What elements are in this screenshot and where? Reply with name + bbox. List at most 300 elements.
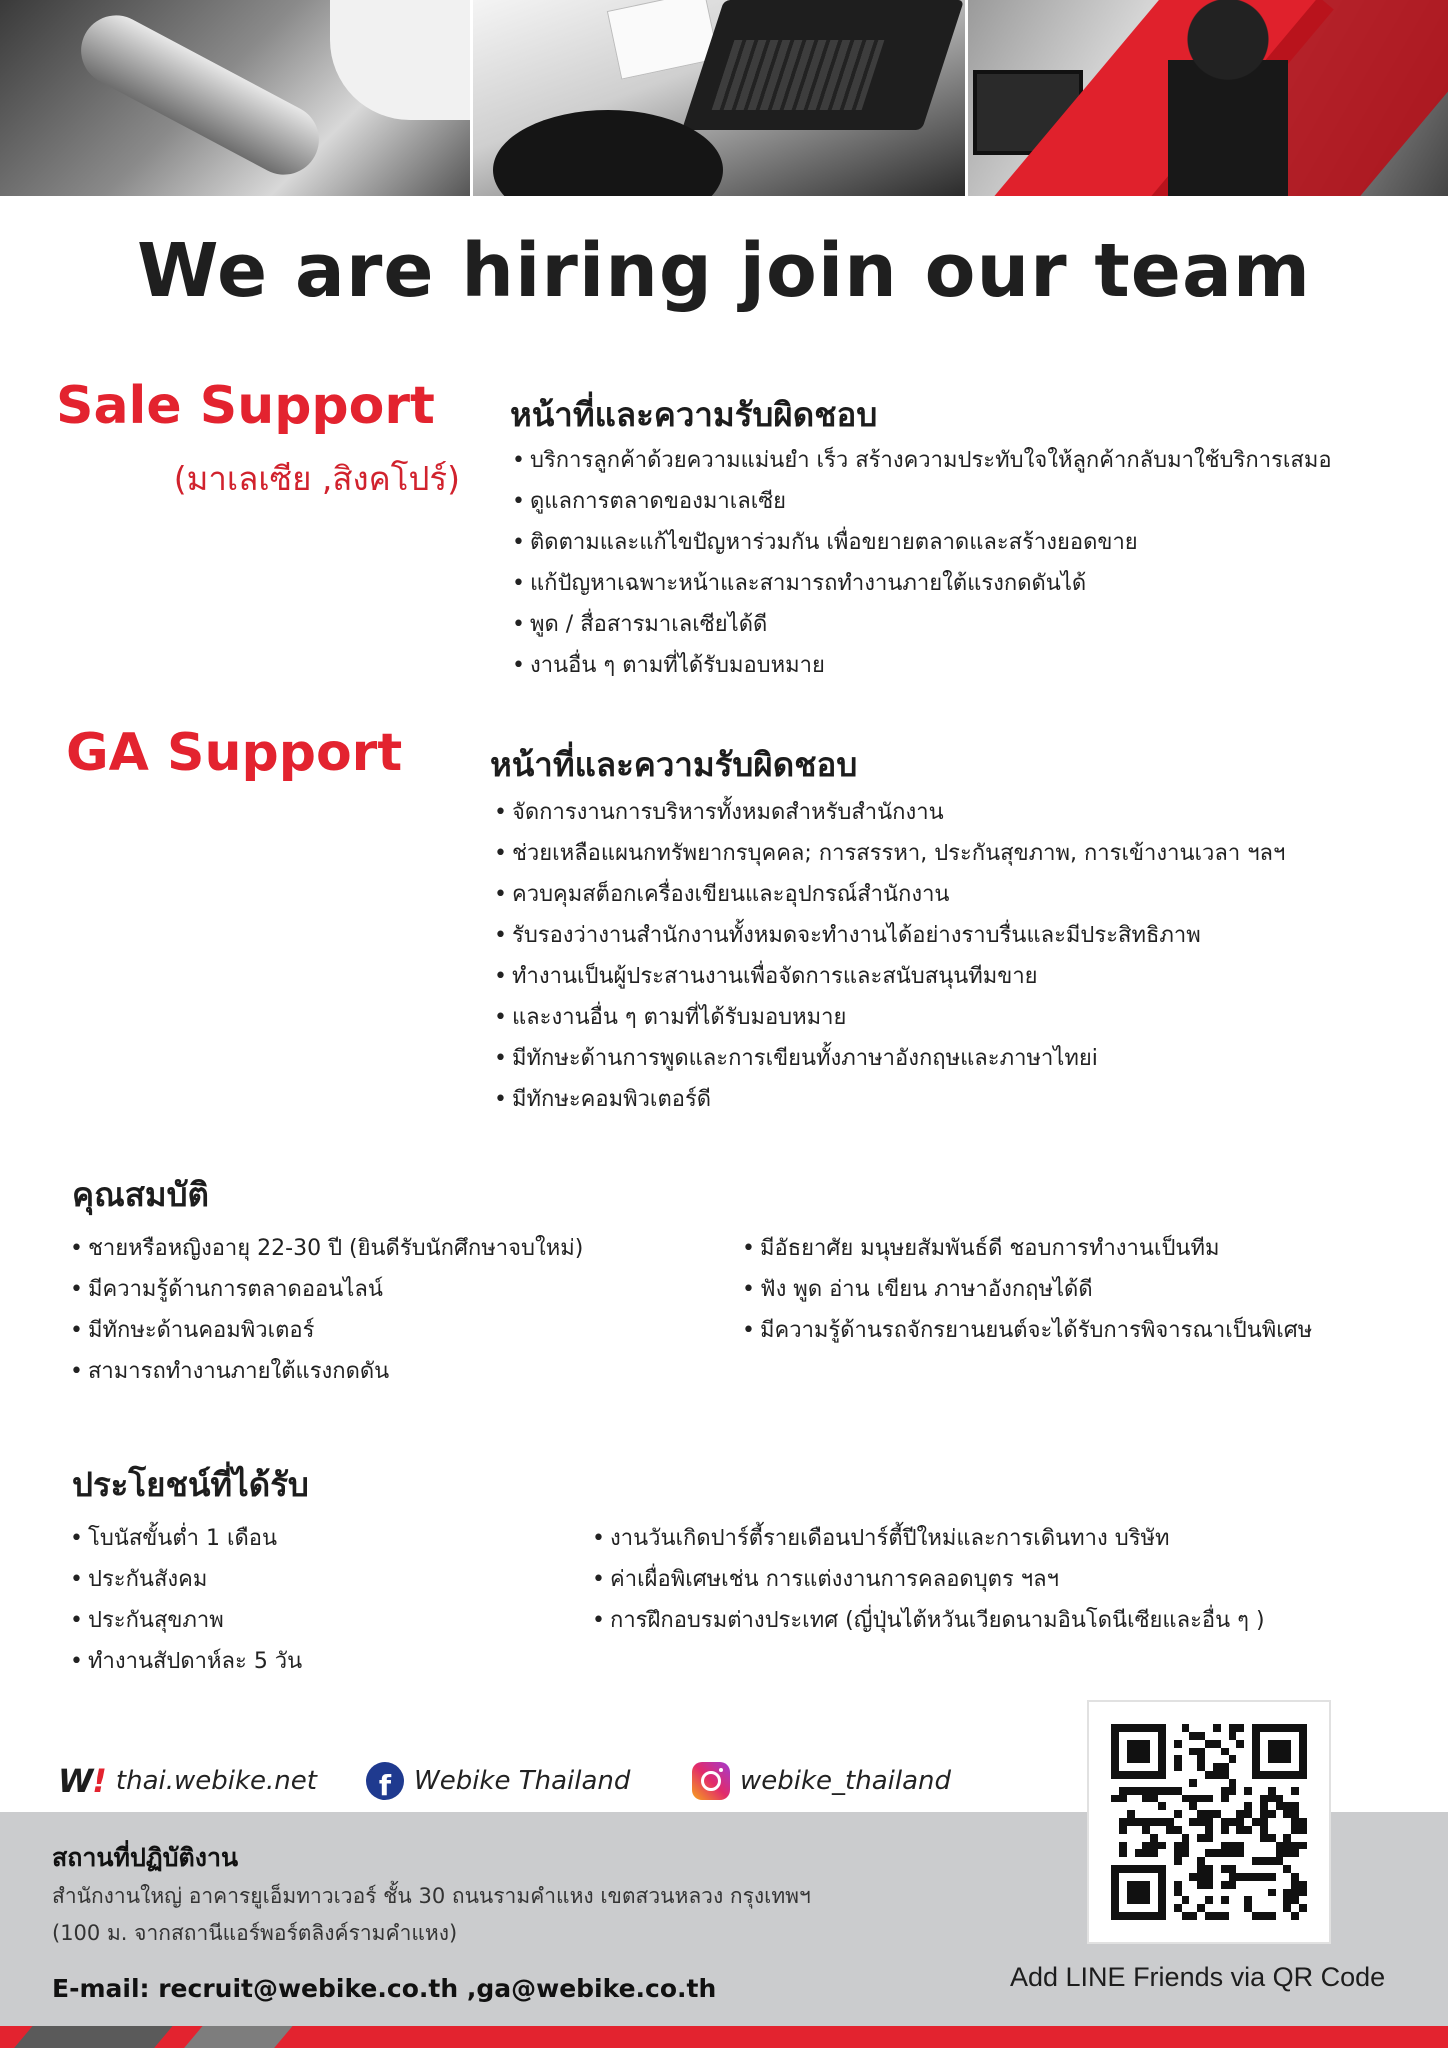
qr-module xyxy=(1166,1724,1174,1732)
qr-module xyxy=(1197,1771,1205,1779)
qr-module xyxy=(1260,1771,1268,1779)
qr-module xyxy=(1135,1912,1143,1920)
qr-module xyxy=(1291,1771,1299,1779)
qr-module xyxy=(1119,1771,1127,1779)
sale-support-duties xyxy=(512,440,1332,686)
qr-module xyxy=(1221,1857,1229,1865)
qr-module xyxy=(1182,1904,1190,1912)
address-line-2: (100 ม. จากสถานีแอร์พอร์ตลิงค์รามคำแหง) xyxy=(52,1921,458,1945)
qr-module xyxy=(1221,1763,1229,1771)
qr-module xyxy=(1221,1787,1229,1795)
qr-module xyxy=(1119,1740,1127,1748)
address-line-1: สำนักงานใหญ่ อาคารยูเอ็มทาวเวอร์ ชั้น 30 ถนนรามคำแหง เขตสวนหลวง กรุงเทพฯ xyxy=(52,1884,811,1908)
qr-module xyxy=(1236,1724,1244,1732)
qr-module xyxy=(1197,1865,1205,1873)
qr-module xyxy=(1174,1849,1182,1857)
qr-module xyxy=(1166,1842,1174,1850)
qr-module xyxy=(1213,1818,1221,1826)
qr-module xyxy=(1291,1849,1299,1857)
qr-module xyxy=(1166,1904,1174,1912)
qr-module xyxy=(1236,1865,1244,1873)
qr-module xyxy=(1150,1771,1158,1779)
qr-module xyxy=(1150,1732,1158,1740)
qr-module xyxy=(1111,1865,1119,1873)
list-item: • ทำงานสัปดาห์ละ 5 วัน xyxy=(70,1641,302,1682)
qr-module xyxy=(1236,1771,1244,1779)
qr-module xyxy=(1236,1842,1244,1850)
instagram-link[interactable] xyxy=(692,1758,951,1804)
qr-module xyxy=(1119,1881,1127,1889)
qr-module xyxy=(1260,1755,1268,1763)
qr-module xyxy=(1276,1755,1284,1763)
qr-module xyxy=(1142,1771,1150,1779)
qr-module xyxy=(1221,1896,1229,1904)
qr-module xyxy=(1283,1865,1291,1873)
qr-module xyxy=(1291,1881,1299,1889)
qr-module xyxy=(1236,1755,1244,1763)
list-item: • ประกันสุขภาพ xyxy=(70,1600,302,1641)
sale-support-title: Sale Support xyxy=(56,376,435,436)
qr-module xyxy=(1229,1834,1237,1842)
qr-module xyxy=(1150,1755,1158,1763)
qr-module xyxy=(1252,1889,1260,1897)
qr-module xyxy=(1166,1740,1174,1748)
qr-module xyxy=(1268,1732,1276,1740)
qr-module xyxy=(1174,1779,1182,1787)
qr-module xyxy=(1260,1763,1268,1771)
qr-module xyxy=(1236,1912,1244,1920)
qr-module xyxy=(1119,1896,1127,1904)
qr-module xyxy=(1150,1889,1158,1897)
list-item: • มีอัธยาศัย มนุษยสัมพันธ์ดี ชอบการทำงานเป็นทีม xyxy=(742,1228,1312,1269)
qr-module xyxy=(1291,1896,1299,1904)
qr-module xyxy=(1189,1857,1197,1865)
qr-module xyxy=(1197,1748,1205,1756)
qr-module xyxy=(1205,1912,1213,1920)
qr-module xyxy=(1268,1795,1276,1803)
qr-module xyxy=(1276,1771,1284,1779)
webike-logo-icon xyxy=(58,1762,106,1800)
qr-module xyxy=(1205,1881,1213,1889)
qr-module xyxy=(1189,1740,1197,1748)
qr-module xyxy=(1158,1740,1166,1748)
list-item: • ทำงานเป็นผู้ประสานงานเพื่อจัดการและสนับสนุนทีมขาย xyxy=(494,956,1285,997)
qr-module xyxy=(1221,1740,1229,1748)
motorcycle-photo xyxy=(0,0,470,196)
qr-module xyxy=(1244,1795,1252,1803)
qualifications-list-right xyxy=(742,1228,1312,1351)
list-item: • โบนัสขั้นต่ำ 1 เดือน xyxy=(70,1518,302,1559)
qr-module xyxy=(1150,1873,1158,1881)
qr-module xyxy=(1299,1849,1307,1857)
qr-module xyxy=(1213,1904,1221,1912)
qr-module xyxy=(1119,1912,1127,1920)
qr-module xyxy=(1268,1912,1276,1920)
qr-module xyxy=(1127,1881,1135,1889)
qr-module xyxy=(1268,1802,1276,1810)
qr-module xyxy=(1299,1763,1307,1771)
qr-module xyxy=(1299,1748,1307,1756)
qr-module xyxy=(1182,1849,1190,1857)
qr-module xyxy=(1229,1724,1237,1732)
qr-module xyxy=(1229,1787,1237,1795)
qr-module xyxy=(1197,1849,1205,1857)
qr-module xyxy=(1213,1771,1221,1779)
qr-module xyxy=(1236,1904,1244,1912)
ga-support-title: GA Support xyxy=(66,723,403,783)
qr-module xyxy=(1158,1842,1166,1850)
qr-module xyxy=(1119,1787,1127,1795)
qr-module xyxy=(1182,1865,1190,1873)
qr-module xyxy=(1142,1755,1150,1763)
list-item: • ดูแลการตลาดของมาเลเซีย xyxy=(512,481,1332,522)
qr-module xyxy=(1229,1795,1237,1803)
qr-module xyxy=(1236,1779,1244,1787)
qr-module xyxy=(1197,1842,1205,1850)
qr-module xyxy=(1197,1857,1205,1865)
qr-module xyxy=(1252,1740,1260,1748)
qr-module xyxy=(1299,1755,1307,1763)
qr-module xyxy=(1291,1763,1299,1771)
website-link[interactable] xyxy=(58,1758,317,1804)
facebook-icon-letter: f xyxy=(378,1769,392,1800)
qr-module xyxy=(1205,1779,1213,1787)
qr-module xyxy=(1119,1904,1127,1912)
qr-module xyxy=(1158,1787,1166,1795)
qr-caption: Add LINE Friends via QR Code xyxy=(1010,1962,1386,1992)
qr-module xyxy=(1197,1834,1205,1842)
list-item: • มีความรู้ด้านรถจักรยานยนต์จะได้รับการพิจารณาเป็นพิเศษ xyxy=(742,1310,1312,1351)
qr-module xyxy=(1150,1881,1158,1889)
qr-module xyxy=(1119,1842,1127,1850)
qr-module xyxy=(1283,1748,1291,1756)
qr-module xyxy=(1276,1849,1284,1857)
qr-module xyxy=(1174,1732,1182,1740)
qr-module xyxy=(1127,1763,1135,1771)
list-item: • มีความรู้ด้านการตลาดออนไลน์ xyxy=(70,1269,583,1310)
qr-module xyxy=(1197,1896,1205,1904)
qr-module xyxy=(1205,1740,1213,1748)
qr-module xyxy=(1260,1896,1268,1904)
qr-module xyxy=(1182,1826,1190,1834)
qr-module xyxy=(1213,1842,1221,1850)
list-item: • จัดการงานการบริหารทั้งหมดสำหรับสำนักงาน xyxy=(494,792,1285,833)
qr-module xyxy=(1142,1904,1150,1912)
qr-module xyxy=(1189,1896,1197,1904)
qr-module xyxy=(1244,1834,1252,1842)
qr-module xyxy=(1174,1857,1182,1865)
qr-module xyxy=(1135,1818,1143,1826)
qr-module xyxy=(1236,1740,1244,1748)
qr-module xyxy=(1150,1842,1158,1850)
qr-module xyxy=(1158,1904,1166,1912)
qr-module xyxy=(1221,1818,1229,1826)
qr-module xyxy=(1213,1795,1221,1803)
qr-module xyxy=(1189,1834,1197,1842)
qr-module xyxy=(1142,1748,1150,1756)
qr-module xyxy=(1127,1795,1135,1803)
qr-module xyxy=(1244,1787,1252,1795)
qr-module xyxy=(1142,1857,1150,1865)
qr-module xyxy=(1260,1795,1268,1803)
qr-module xyxy=(1182,1842,1190,1850)
qr-module xyxy=(1135,1763,1143,1771)
qr-module xyxy=(1283,1724,1291,1732)
qr-module xyxy=(1158,1810,1166,1818)
qr-module xyxy=(1182,1881,1190,1889)
qr-module xyxy=(1276,1740,1284,1748)
qr-module xyxy=(1213,1912,1221,1920)
qr-module xyxy=(1213,1857,1221,1865)
qr-module xyxy=(1197,1881,1205,1889)
qr-module xyxy=(1229,1912,1237,1920)
logo-letter: W xyxy=(58,1762,93,1800)
benefits-list-left xyxy=(70,1518,302,1682)
qr-module xyxy=(1135,1904,1143,1912)
qr-module xyxy=(1252,1755,1260,1763)
qr-module xyxy=(1166,1865,1174,1873)
qr-module xyxy=(1189,1787,1197,1795)
qr-module xyxy=(1142,1779,1150,1787)
qr-module xyxy=(1299,1724,1307,1732)
qr-module xyxy=(1268,1834,1276,1842)
qr-module xyxy=(1189,1779,1197,1787)
qr-module xyxy=(1127,1818,1135,1826)
qr-module xyxy=(1119,1857,1127,1865)
qr-module xyxy=(1252,1724,1260,1732)
qr-module xyxy=(1260,1873,1268,1881)
qr-module xyxy=(1166,1818,1174,1826)
qr-module xyxy=(1283,1732,1291,1740)
qr-module xyxy=(1221,1826,1229,1834)
qr-module xyxy=(1221,1748,1229,1756)
qr-module xyxy=(1166,1748,1174,1756)
qr-module xyxy=(1182,1795,1190,1803)
qr-module xyxy=(1166,1912,1174,1920)
qr-module xyxy=(1276,1912,1284,1920)
qr-module xyxy=(1135,1787,1143,1795)
list-item: • บริการลูกค้าด้วยความแม่นยำ เร็ว สร้างความประทับใจให้ลูกค้ากลับมาใช้บริการเสมอ xyxy=(512,440,1332,481)
qr-module xyxy=(1252,1810,1260,1818)
qr-module xyxy=(1189,1904,1197,1912)
qr-module xyxy=(1150,1904,1158,1912)
qr-module xyxy=(1174,1865,1182,1873)
qr-module xyxy=(1174,1802,1182,1810)
qr-module xyxy=(1283,1779,1291,1787)
qr-module xyxy=(1111,1842,1119,1850)
qr-module xyxy=(1205,1724,1213,1732)
qr-module xyxy=(1166,1787,1174,1795)
qr-module xyxy=(1174,1904,1182,1912)
keyboard-shape xyxy=(712,40,885,110)
qr-module xyxy=(1260,1787,1268,1795)
qr-module xyxy=(1291,1779,1299,1787)
qr-module xyxy=(1189,1849,1197,1857)
qr-module xyxy=(1283,1881,1291,1889)
qr-module xyxy=(1111,1779,1119,1787)
qr-module xyxy=(1276,1802,1284,1810)
qr-module xyxy=(1299,1818,1307,1826)
qualifications-list-left xyxy=(70,1228,583,1392)
qr-module xyxy=(1174,1740,1182,1748)
qr-module xyxy=(1236,1834,1244,1842)
qr-module xyxy=(1205,1818,1213,1826)
qr-module xyxy=(1111,1857,1119,1865)
qr-module xyxy=(1213,1787,1221,1795)
qr-module xyxy=(1158,1779,1166,1787)
qr-module xyxy=(1213,1810,1221,1818)
qr-module xyxy=(1189,1889,1197,1897)
workplace-heading: สถานที่ปฏิบัติงาน xyxy=(52,1843,239,1872)
qr-module xyxy=(1111,1834,1119,1842)
qr-module xyxy=(1268,1873,1276,1881)
qr-module xyxy=(1291,1748,1299,1756)
qr-module xyxy=(1127,1802,1135,1810)
qr-module xyxy=(1189,1912,1197,1920)
qr-module xyxy=(1221,1771,1229,1779)
qr-module xyxy=(1127,1810,1135,1818)
qr-module xyxy=(1229,1842,1237,1850)
qr-module xyxy=(1205,1810,1213,1818)
qr-module xyxy=(1127,1724,1135,1732)
qr-module xyxy=(1189,1873,1197,1881)
qr-module xyxy=(1205,1904,1213,1912)
qr-module xyxy=(1260,1912,1268,1920)
qr-module xyxy=(1260,1748,1268,1756)
qr-module xyxy=(1291,1818,1299,1826)
qr-module xyxy=(1268,1889,1276,1897)
qr-module xyxy=(1276,1810,1284,1818)
qr-module xyxy=(1111,1849,1119,1857)
qr-module xyxy=(1268,1857,1276,1865)
qr-module xyxy=(1197,1732,1205,1740)
qr-module xyxy=(1111,1740,1119,1748)
qr-module xyxy=(1119,1755,1127,1763)
facebook-link[interactable] xyxy=(366,1758,630,1804)
qr-module xyxy=(1135,1724,1143,1732)
qr-module xyxy=(1213,1748,1221,1756)
qr-module xyxy=(1150,1724,1158,1732)
qr-module xyxy=(1174,1763,1182,1771)
qr-module xyxy=(1283,1912,1291,1920)
instagram-text: webike_thailand xyxy=(740,1766,952,1796)
qr-module xyxy=(1111,1763,1119,1771)
qr-module xyxy=(1135,1881,1143,1889)
email-contact[interactable]: E-mail: recruit@webike.co.th ,ga@webike.co.th xyxy=(52,1974,717,2003)
qr-module xyxy=(1111,1889,1119,1897)
qr-module xyxy=(1268,1826,1276,1834)
qr-module xyxy=(1166,1857,1174,1865)
qr-module xyxy=(1276,1787,1284,1795)
qr-module xyxy=(1276,1865,1284,1873)
qr-module xyxy=(1260,1732,1268,1740)
qr-module xyxy=(1174,1724,1182,1732)
qr-module xyxy=(1283,1795,1291,1803)
qr-module xyxy=(1299,1896,1307,1904)
list-item: • รับรองว่างานสำนักงานทั้งหมดจะทำงานได้อย่างราบรื่นและมีประสิทธิภาพ xyxy=(494,915,1285,956)
qr-module xyxy=(1221,1889,1229,1897)
qr-module xyxy=(1229,1779,1237,1787)
qr-module xyxy=(1236,1787,1244,1795)
qr-module xyxy=(1182,1896,1190,1904)
qr-module xyxy=(1252,1881,1260,1889)
qr-module xyxy=(1213,1865,1221,1873)
qr-module xyxy=(1197,1755,1205,1763)
qr-module xyxy=(1213,1834,1221,1842)
qr-module xyxy=(1236,1795,1244,1803)
qr-module xyxy=(1166,1795,1174,1803)
qr-module xyxy=(1205,1849,1213,1857)
qr-module xyxy=(1197,1795,1205,1803)
qr-module xyxy=(1142,1889,1150,1897)
qr-module xyxy=(1142,1842,1150,1850)
person-shape xyxy=(1168,0,1288,196)
qr-module xyxy=(1197,1763,1205,1771)
qr-module xyxy=(1135,1889,1143,1897)
qr-module xyxy=(1276,1763,1284,1771)
qr-module xyxy=(1127,1779,1135,1787)
list-item: • ค่าเผื่อพิเศษเช่น การแต่งงานการคลอดบุตร ฯลฯ xyxy=(592,1559,1265,1600)
qr-module xyxy=(1127,1755,1135,1763)
qr-module xyxy=(1244,1865,1252,1873)
qr-module xyxy=(1291,1795,1299,1803)
qr-module xyxy=(1111,1724,1119,1732)
qr-module xyxy=(1205,1873,1213,1881)
qr-module xyxy=(1276,1881,1284,1889)
qr-module xyxy=(1236,1881,1244,1889)
qr-module xyxy=(1276,1818,1284,1826)
qr-module xyxy=(1158,1802,1166,1810)
qr-module xyxy=(1260,1834,1268,1842)
qr-module xyxy=(1283,1818,1291,1826)
qr-module xyxy=(1182,1810,1190,1818)
qr-module xyxy=(1174,1810,1182,1818)
qr-module xyxy=(1229,1873,1237,1881)
qr-module xyxy=(1244,1826,1252,1834)
qr-module xyxy=(1268,1748,1276,1756)
qr-module xyxy=(1205,1889,1213,1897)
qr-module xyxy=(1127,1904,1135,1912)
qr-code-box[interactable] xyxy=(1087,1700,1331,1944)
qr-module xyxy=(1119,1732,1127,1740)
qr-module xyxy=(1252,1779,1260,1787)
qr-module xyxy=(1166,1873,1174,1881)
qr-module xyxy=(1283,1849,1291,1857)
qr-module xyxy=(1174,1755,1182,1763)
qr-module xyxy=(1299,1771,1307,1779)
qr-module xyxy=(1252,1763,1260,1771)
qr-module xyxy=(1213,1881,1221,1889)
qr-module xyxy=(1127,1771,1135,1779)
qr-module xyxy=(1221,1865,1229,1873)
qr-module xyxy=(1229,1818,1237,1826)
qr-module xyxy=(1197,1912,1205,1920)
qualifications-heading: คุณสมบัติ xyxy=(72,1175,209,1214)
qr-module xyxy=(1229,1826,1237,1834)
qr-module xyxy=(1142,1763,1150,1771)
qr-module xyxy=(1135,1771,1143,1779)
qr-module xyxy=(1252,1834,1260,1842)
qr-module xyxy=(1229,1904,1237,1912)
qr-module xyxy=(1182,1755,1190,1763)
qr-module xyxy=(1150,1810,1158,1818)
qr-module xyxy=(1244,1779,1252,1787)
list-item: • ติดตามและแก้ไขปัญหาร่วมกัน เพื่อขยายตลาดและสร้างยอดขาย xyxy=(512,522,1332,563)
qr-module xyxy=(1229,1896,1237,1904)
qr-module xyxy=(1213,1732,1221,1740)
qr-module xyxy=(1142,1810,1150,1818)
benefits-list-right xyxy=(592,1518,1265,1641)
